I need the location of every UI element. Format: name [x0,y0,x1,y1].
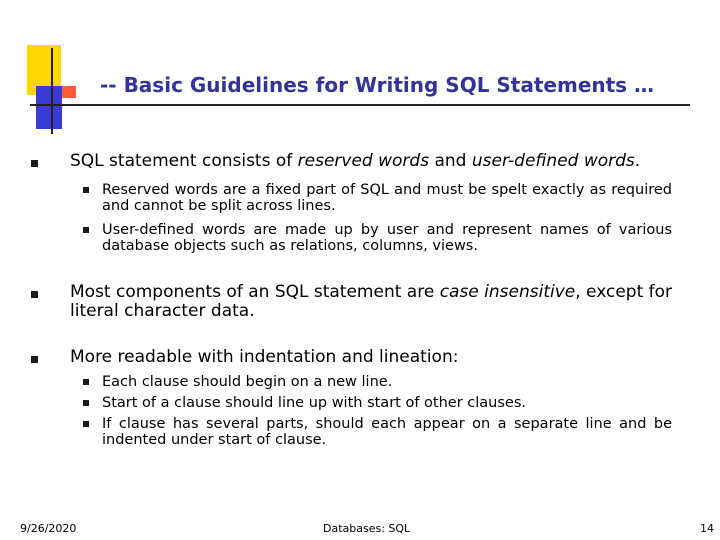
sub-bullet-marker [83,421,89,427]
bullet-1-sub-2: User-defined words are made up by user and represent names of various database objects such as relations, columns, views. [102,222,672,254]
bullet-3-sub-2: Start of a clause should line up with start of other clauses. [102,395,526,411]
bullet-1-text-mid: and [429,151,472,171]
sub-bullet-marker [83,187,89,193]
footer-date: 9/26/2020 [20,522,77,535]
slide-title: -- Basic Guidelines for Writing SQL Statements … [100,73,655,97]
bullet-2-text-post: , except for literal character data. [70,282,673,321]
bullet-2 [70,283,680,321]
decor-red-square [62,86,76,98]
title-underline [30,104,690,106]
decor-blue-square [36,86,62,129]
sub-bullet-marker [83,379,89,385]
bullet-marker [31,356,38,363]
sub-bullet-marker [83,400,89,406]
bullet-1-emphasis-user-defined: user-defined words [471,151,635,171]
footer-page-number: 14 [700,522,714,535]
bullet-1-sub-1: Reserved words are a fixed part of SQL and must be spelt exactly as required and cannot be split across lines. [102,182,672,214]
bullet-marker [31,291,38,298]
bullet-3-sub-1: Each clause should begin on a new line. [102,374,393,390]
bullet-1 [70,152,690,171]
footer-title: Databases: SQL [323,522,411,535]
bullet-3-sub-3: If clause has several parts, should each appear on a separate line and be indented under start of clause. [102,416,672,448]
bullet-1-emphasis-reserved: reserved words [297,151,430,171]
bullet-marker [31,160,38,167]
bullet-2-emphasis: case insensitive [439,282,576,302]
decor-vertical-line [51,48,53,134]
bullet-1-text-post: . [634,151,641,171]
bullet-1-text-pre: SQL statement consists of [70,151,298,171]
bullet-3: More readable with indentation and lineation: [70,347,459,367]
sub-bullet-marker [83,227,89,233]
bullet-2-text-pre: Most components of an SQL statement are [70,282,440,302]
